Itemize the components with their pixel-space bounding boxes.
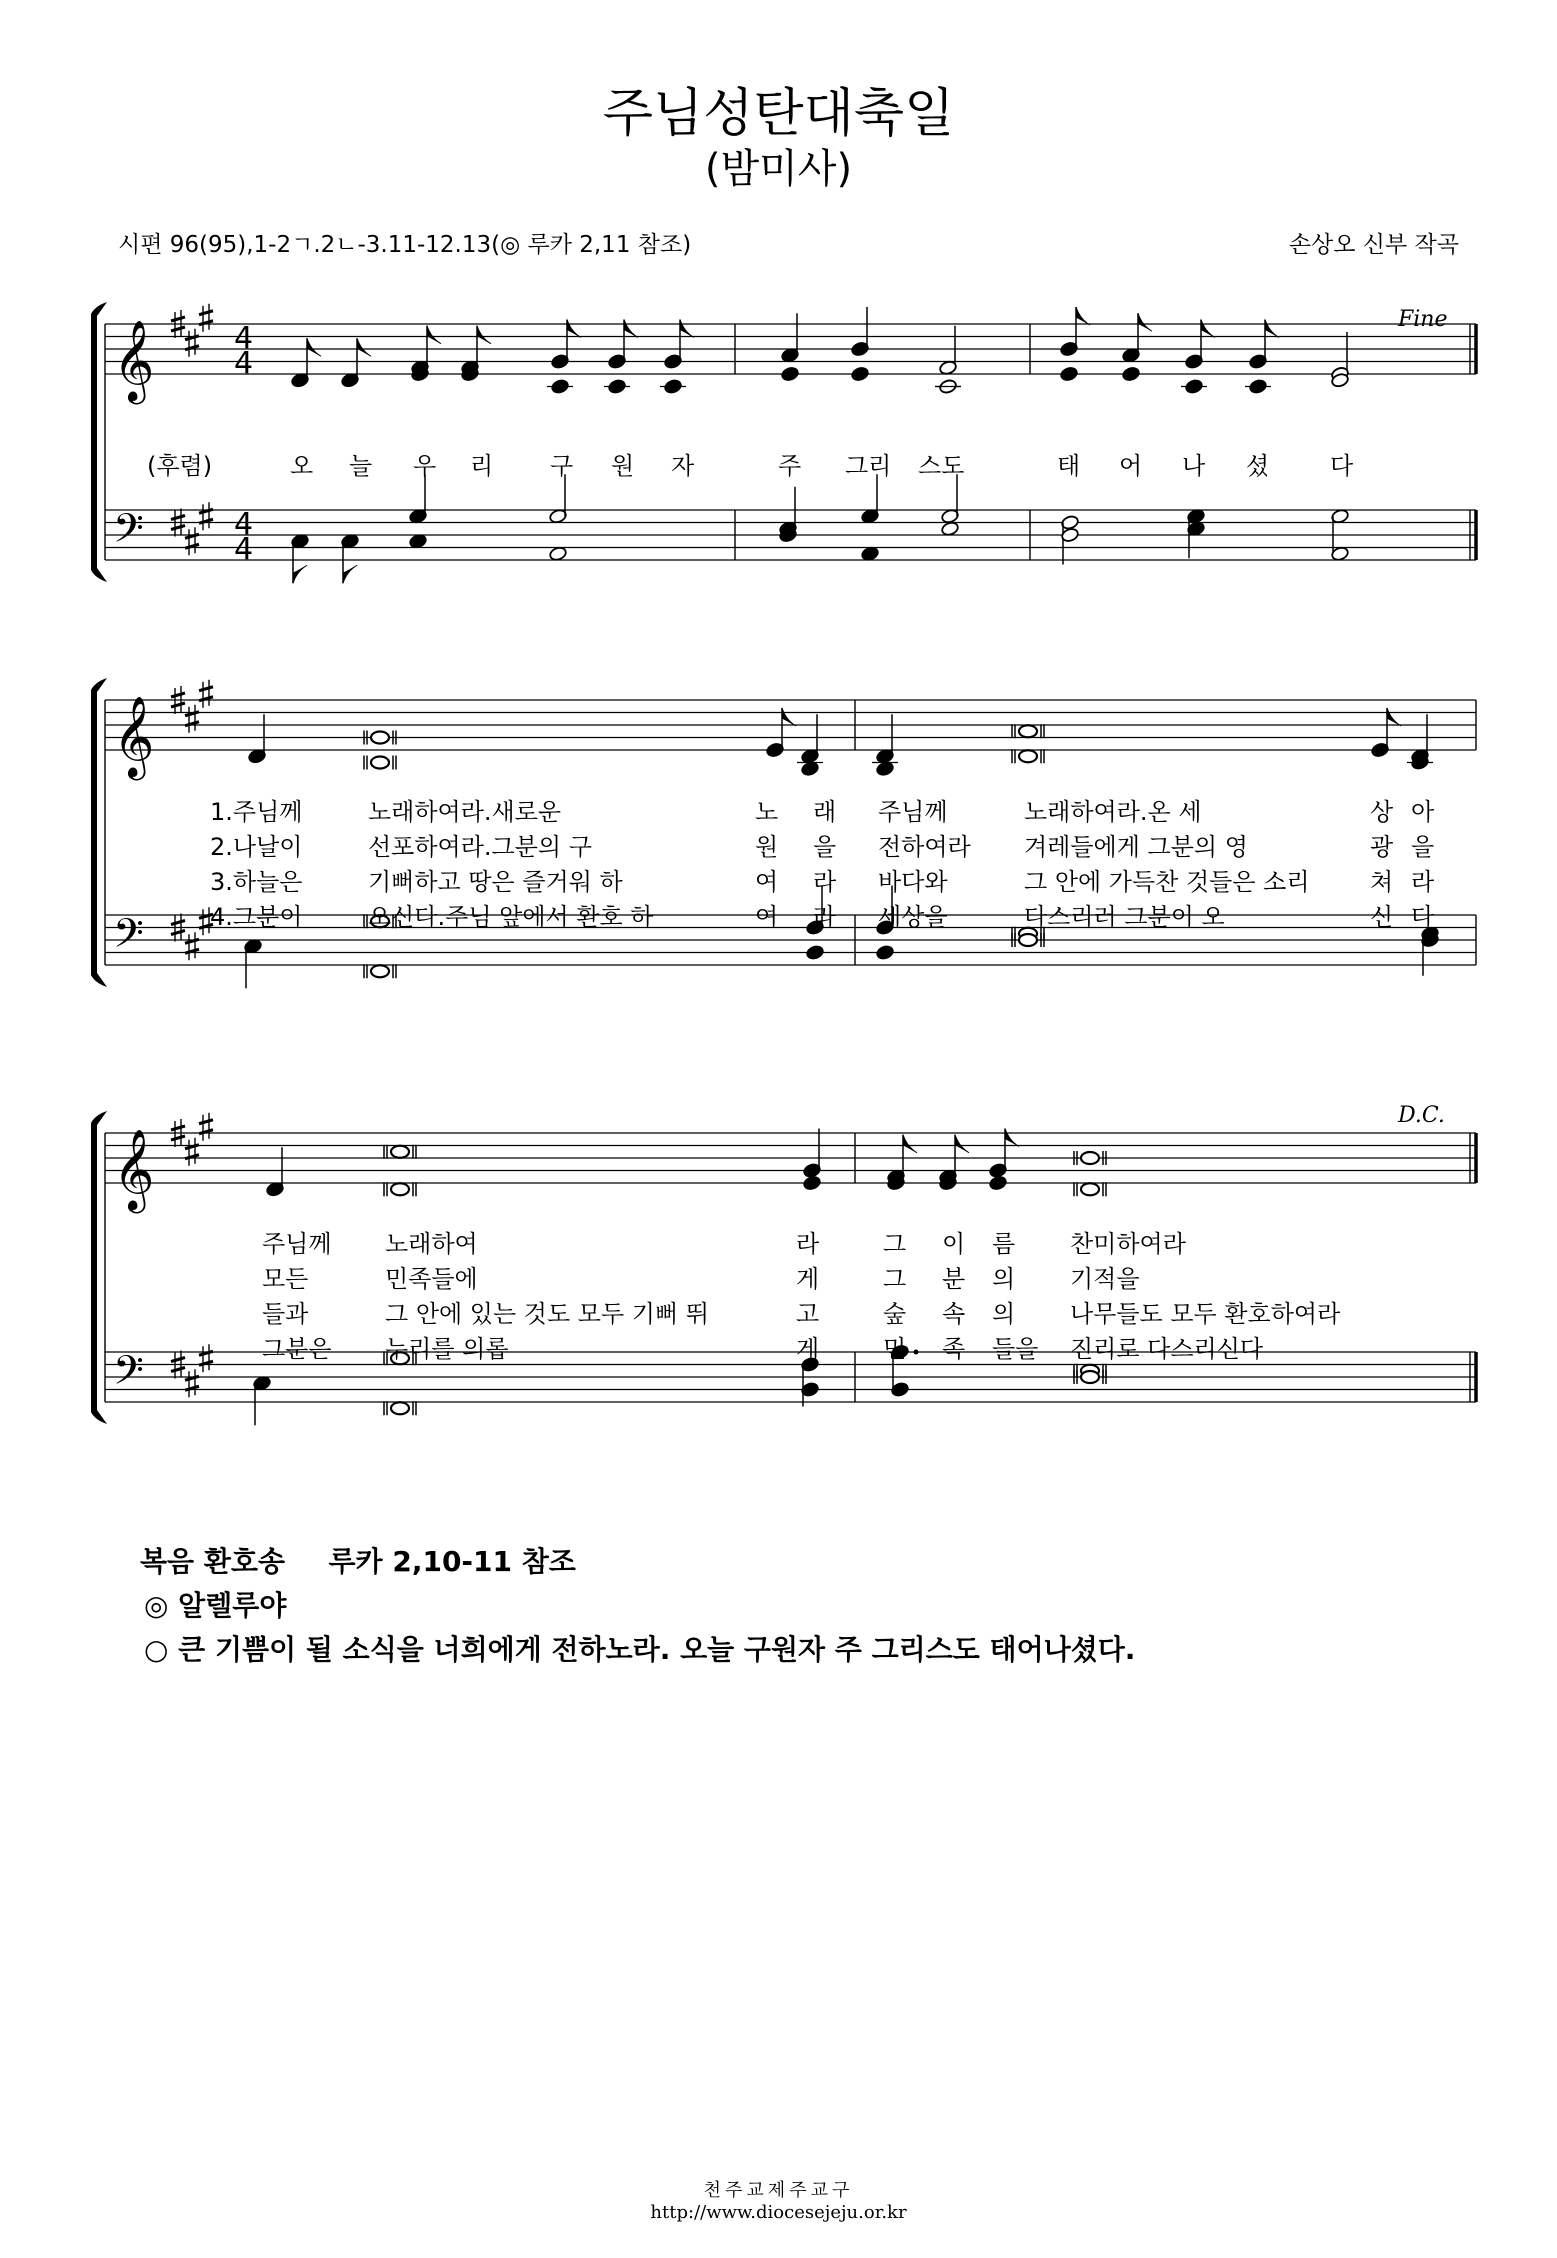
refrain-syllable: 나	[1182, 452, 1206, 480]
verse-lyric: 1.주님께	[210, 798, 303, 826]
note-flag	[1265, 320, 1279, 338]
verse-lyric: 여	[755, 868, 779, 896]
gospel-verse: ○ 큰 기쁨이 될 소식을 너희에게 전하노라. 오늘 구원자 주 그리스도 태어나셨다.	[144, 1633, 1136, 1666]
verse-lyric: 쳐	[1370, 868, 1394, 896]
time-signature-bottom: 4	[234, 346, 254, 381]
verse-lyric: 원	[755, 833, 779, 861]
refrain-syllable: 다	[1330, 452, 1354, 480]
note-flag	[782, 708, 796, 726]
page-subtitle: (밤미사)	[704, 146, 853, 192]
verse-lyric: 속	[942, 1300, 966, 1328]
note-flag	[427, 326, 441, 344]
refrain-syllable: 스도	[918, 452, 965, 480]
verse-lyric: 그	[883, 1230, 907, 1258]
verse-lyric: 전하여라	[878, 833, 971, 861]
sharp-sign	[171, 1368, 185, 1372]
verse-lyric: 찬미하여라	[1070, 1230, 1186, 1258]
bass-clef: 𝄢	[113, 505, 144, 562]
verse-lyric: 광	[1370, 833, 1394, 861]
page-title: 주님성탄대축일	[602, 84, 955, 144]
verse-lyric: 세상을	[878, 903, 948, 931]
verse-lyric: 다	[1411, 903, 1435, 931]
verse-lyric: 여	[755, 903, 779, 931]
sharp-sign	[199, 1120, 213, 1124]
sharp-sign	[171, 1126, 185, 1130]
breve-note	[1019, 934, 1037, 946]
verse-lyric: 게	[796, 1265, 820, 1293]
breve-note	[1019, 725, 1037, 737]
verse-lyric: 신	[1370, 903, 1394, 931]
verse-lyric: 노래하여라.새로운	[368, 798, 562, 826]
gospel-response: ◎ 알렐루야	[144, 1589, 287, 1622]
breve-note	[391, 1183, 409, 1195]
verse-lyric: 라	[796, 1230, 820, 1258]
time-signature-top: 4	[234, 507, 254, 542]
augmentation-dot	[914, 1350, 919, 1355]
verse-lyric: 진리로 다스리신다	[1070, 1335, 1264, 1363]
refrain-label: (후렴)	[147, 452, 213, 480]
breve-note	[1081, 1371, 1099, 1383]
verse-lyric: 나무들도 모두 환호하여라	[1070, 1300, 1341, 1328]
time-signature-bottom: 4	[234, 532, 254, 567]
sharp-sign	[171, 1136, 185, 1140]
sharp-sign	[199, 311, 213, 315]
footer-org: 천주교제주교구	[703, 2180, 854, 2201]
verse-lyric: 래	[813, 798, 837, 826]
verse-lyric: 선포하여라.그분의 구	[368, 833, 592, 861]
note-head	[851, 366, 870, 382]
sharp-sign	[171, 1358, 185, 1362]
note-flag	[1076, 307, 1090, 325]
sharp-sign	[171, 921, 185, 925]
refrain-syllable: 원	[611, 452, 635, 480]
fine-mark: Fine	[1398, 307, 1448, 332]
time-signature-top: 4	[234, 321, 254, 356]
verse-lyric: 게	[796, 1335, 820, 1363]
psalm-reference: 시편 96(95),1-2ㄱ.2ㄴ-3.11-12.13(◎ 루카 2,11 참조)	[118, 232, 692, 258]
note-head	[1060, 366, 1079, 382]
breve-note	[1019, 750, 1037, 762]
note-head	[781, 366, 800, 382]
verse-lyric: 겨레들에게 그분의 영	[1024, 833, 1248, 861]
breve-note	[1081, 1183, 1099, 1195]
verse-lyric: 름	[992, 1230, 1016, 1258]
sharp-sign	[171, 327, 185, 331]
verse-lyric: 주님께	[262, 1230, 332, 1258]
refrain-syllable: 어	[1119, 452, 1143, 480]
verse-lyric: 4.그분이	[210, 903, 303, 931]
verse-lyric: 바다와	[878, 868, 948, 896]
note-head	[806, 945, 825, 961]
verse-lyric: 들을	[992, 1335, 1039, 1363]
breve-note	[391, 1402, 409, 1414]
verse-lyric: 족	[942, 1335, 966, 1363]
note-flag	[903, 1135, 917, 1153]
note-flag	[1387, 708, 1401, 726]
note-head	[1122, 366, 1141, 382]
verse-lyric: 그 안에 가득찬 것들은 소리	[1024, 868, 1310, 896]
sharp-sign	[171, 693, 185, 697]
refrain-syllable: 늘	[349, 452, 373, 480]
breve-note	[371, 732, 389, 744]
verse-lyric: 민족들에	[385, 1265, 478, 1293]
note-head	[803, 1175, 822, 1191]
refrain-syllable: 그리	[845, 452, 892, 480]
note-flag	[1138, 313, 1152, 331]
verse-lyric: 2.나날이	[210, 833, 303, 861]
bass-clef: 𝄢	[113, 1347, 144, 1404]
verse-lyric: 상	[1370, 798, 1394, 826]
gospel-reference: 루카 2,10-11 참조	[328, 1545, 576, 1578]
verse-lyric: 3.하늘은	[210, 868, 303, 896]
note-flag	[357, 338, 371, 356]
verse-lyric: 다스리러 그분이 오	[1024, 903, 1225, 931]
verse-lyric: 분	[942, 1265, 966, 1293]
verse-lyric: 그분은	[262, 1335, 332, 1363]
verse-lyric: 라	[813, 868, 837, 896]
note-head	[801, 761, 820, 777]
verse-lyric: 이	[942, 1230, 966, 1258]
note-flag	[624, 320, 638, 338]
sharp-sign	[171, 317, 185, 321]
breve-note	[371, 757, 389, 769]
verse-lyric: 노래하여	[385, 1230, 478, 1258]
refrain-syllable: 우	[413, 452, 437, 480]
sharp-sign	[171, 516, 185, 520]
sharp-sign	[171, 703, 185, 707]
footer-url: http://www.diocesejeju.or.kr	[650, 2202, 907, 2223]
refrain-syllable: 리	[470, 452, 494, 480]
verse-lyric: 노래하여라.온 세	[1024, 798, 1202, 826]
refrain-syllable: 오	[290, 452, 314, 480]
note-head	[989, 1175, 1008, 1191]
verse-lyric: 의	[992, 1300, 1016, 1328]
note-flag	[477, 326, 491, 344]
refrain-syllable: 태	[1057, 452, 1081, 480]
verse-lyric: 노	[755, 798, 779, 826]
bass-clef: 𝄢	[113, 910, 144, 967]
note-head	[876, 945, 895, 961]
treble-clef: 𝄞	[113, 319, 155, 401]
refrain-syllable: 구	[550, 452, 574, 480]
sharp-sign	[199, 687, 213, 691]
treble-clef: 𝄞	[113, 1128, 155, 1210]
verse-lyric: 라	[813, 903, 837, 931]
note-flag	[307, 338, 321, 356]
verse-lyric: 그 안에 있는 것도 모두 기뻐 뛰	[385, 1300, 709, 1328]
note-flag	[955, 1135, 969, 1153]
verse-lyric: 라	[1411, 868, 1435, 896]
gospel-acclamation	[140, 1540, 1135, 1672]
sharp-sign	[171, 526, 185, 530]
verse-lyric: 을	[813, 833, 837, 861]
verse-lyric: 숲	[883, 1300, 907, 1328]
composer-credit: 손상오 신부 작곡	[1288, 232, 1459, 258]
verse-lyric: 주님께	[878, 798, 948, 826]
note-head	[941, 521, 960, 537]
verse-lyric: 의	[992, 1265, 1016, 1293]
verse-lyric: 들과	[262, 1300, 309, 1328]
dc-mark: D.C.	[1398, 1103, 1445, 1128]
note-head	[876, 761, 895, 777]
note-flag	[1005, 1129, 1019, 1147]
note-flag	[343, 565, 357, 583]
note-flag	[680, 320, 694, 338]
note-flag	[293, 565, 307, 583]
breve-note	[371, 965, 389, 977]
breve-note	[391, 1146, 409, 1158]
verse-lyric: 오신다.주님 앞에서 환호 하	[368, 903, 654, 931]
treble-clef: 𝄞	[113, 695, 155, 777]
gospel-heading-row	[140, 1540, 1135, 1584]
verse-lyric: 고	[796, 1300, 820, 1328]
verse-lyric: 을	[1411, 833, 1435, 861]
verse-lyric: 기적을	[1070, 1265, 1140, 1293]
footer	[0, 2180, 1557, 2224]
note-flag	[1201, 320, 1215, 338]
verse-lyric: 그	[883, 1265, 907, 1293]
gospel-heading: 복음 환호송	[140, 1545, 285, 1578]
breve-note	[1081, 1152, 1099, 1164]
note-flag	[567, 320, 581, 338]
note-head	[409, 533, 428, 549]
verse-lyric: 아	[1411, 798, 1435, 826]
sharp-sign	[171, 931, 185, 935]
verse-lyric: 모든	[262, 1265, 309, 1293]
note-head	[861, 546, 880, 562]
note-head	[549, 546, 568, 562]
refrain-syllable: 주	[778, 452, 802, 480]
verse-lyric: 민	[883, 1335, 907, 1363]
refrain-syllable: 셨	[1246, 452, 1270, 480]
verse-lyric: 누리를 의롭	[385, 1335, 509, 1363]
verse-lyric: 기뻐하고 땅은 즐거워 하	[368, 868, 623, 896]
refrain-syllable: 자	[671, 452, 695, 480]
